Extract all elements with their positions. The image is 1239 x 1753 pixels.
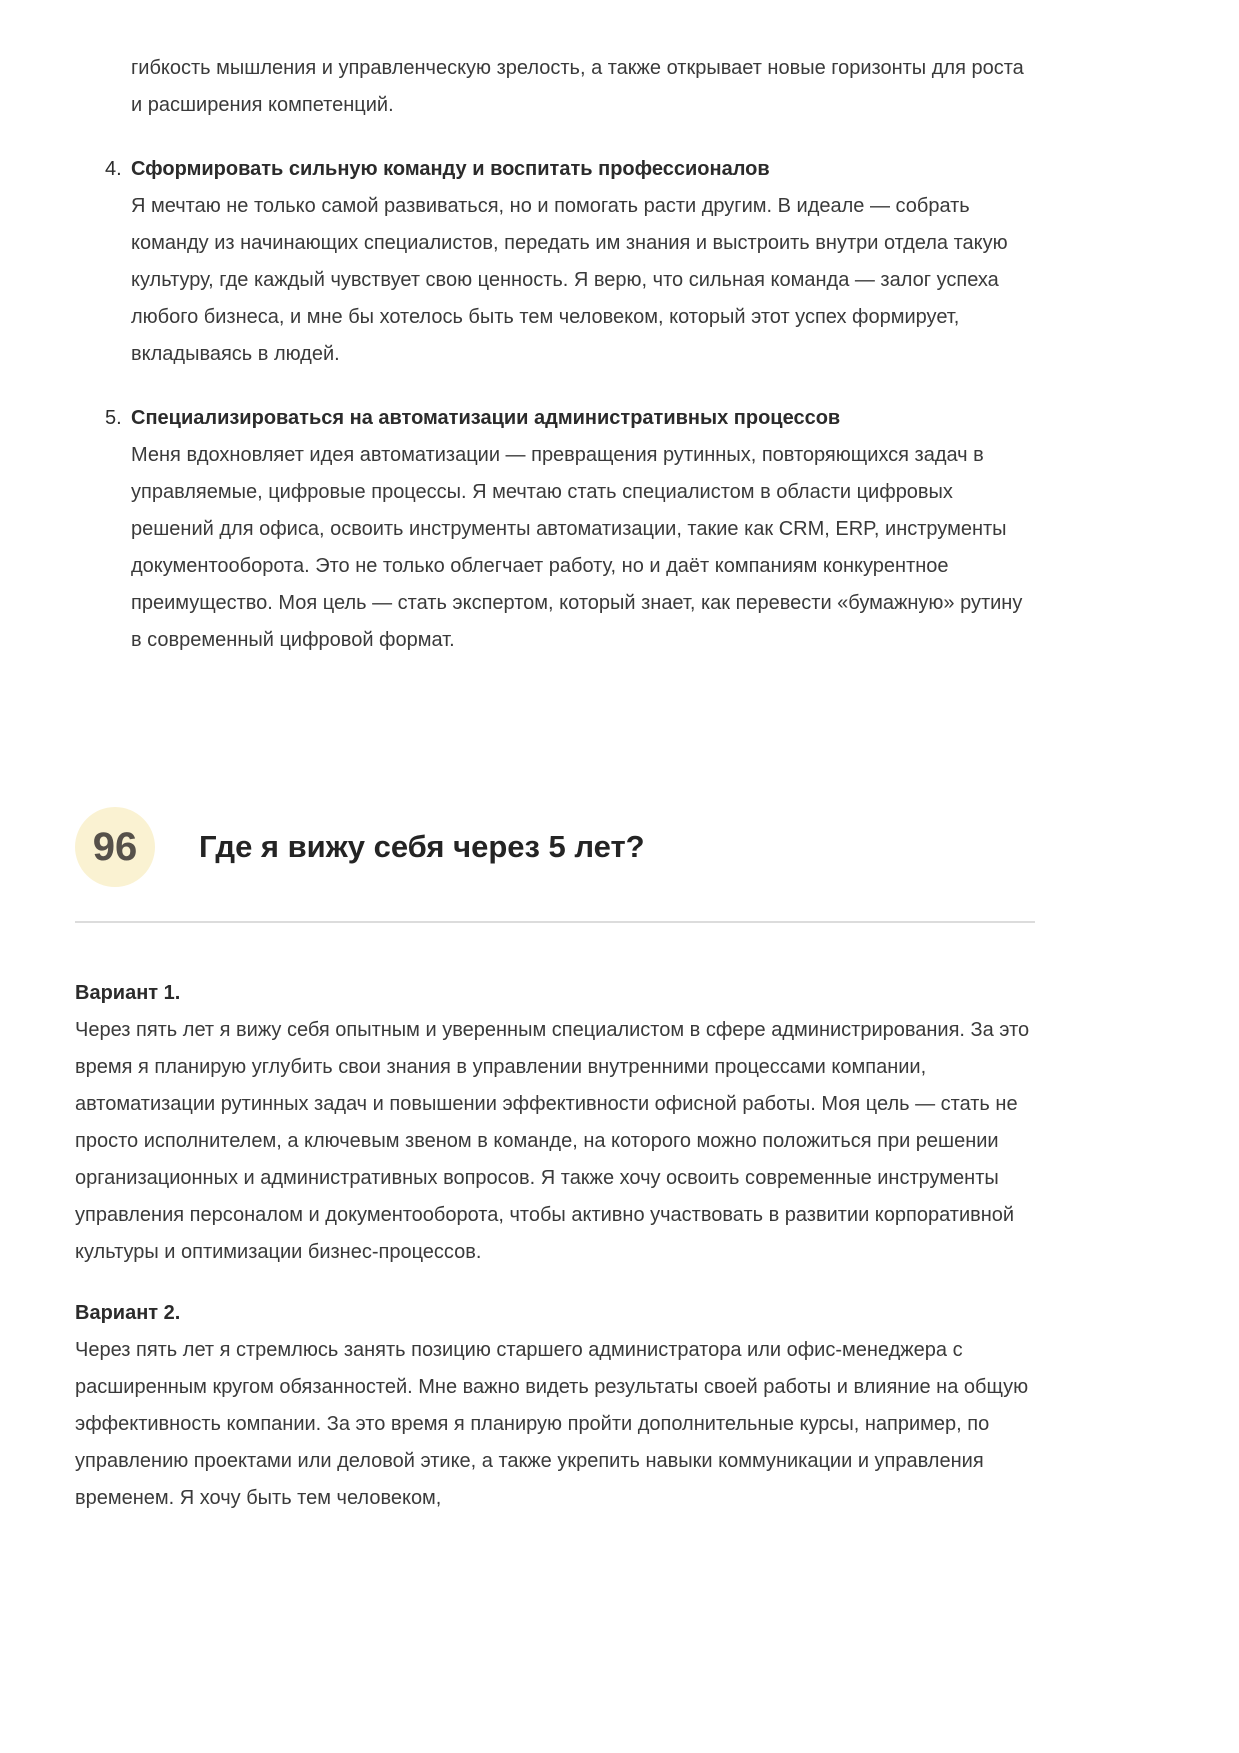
list-item-number: 5. (105, 407, 122, 429)
section-number-badge: 96 (75, 807, 155, 887)
section-title: Где я вижу себя через 5 лет? (199, 829, 645, 864)
variant-1 (75, 975, 1035, 1271)
list-item-content (131, 151, 1035, 373)
goals-list (75, 151, 1035, 659)
variant-label: Вариант 2. (75, 1302, 181, 1324)
list-item-title: Сформировать сильную команду и воспитать профессионалов (131, 158, 770, 180)
section-header (75, 807, 1035, 887)
continuation-paragraph: гибкость мышления и управленческую зрелость, а также открывает новые горизонты для роста и расширения компетенций. (131, 57, 1024, 116)
list-item-number: 4. (105, 158, 122, 180)
variant-body: Через пять лет я стремлюсь занять позицию старшего администратора или офис-менеджера с расширенным кругом обязанностей. Мне важно видеть результаты своей работы и влияние на общую эффективность компании. За это время я планирую пройти дополнительные курсы, например, по управлению проектами или деловой этике, а также укрепить навыки коммуникации и управления временем. Я хочу быть тем человеком, (75, 1339, 1029, 1509)
variant-body: Через пять лет я вижу себя опытным и уверенным специалистом в сфере администрирования. За это время я планирую углубить свои знания в управлении внутренними процессами компании, автоматизации рутинных задач и повышении эффективности офисной работы. Моя цель — стать не просто исполнителем, а ключевым звеном в команде, на которого можно положиться при решении организационных и административных вопросов. Я также хочу освоить современные инструменты управления персоналом и документооборота, чтобы активно участвовать в развитии корпоративной культуры и оптимизации бизнес-процессов. (75, 1019, 1030, 1263)
list-item-4 (75, 151, 1035, 373)
list-item-body: Меня вдохновляет идея автоматизации — превращения рутинных, повторяющихся задач в управляемые, цифровые процессы. Я мечтаю стать специалистом в области цифровых решений для офиса, освоить инструменты автоматизации, такие как CRM, ERP, инструменты документооборота. Это не только облегчает работу, но и даёт компаниям конкурентное преимущество. Моя цель — стать экспертом, который знает, как перевести «бумажную» рутину в современный цифровой формат. (131, 444, 1023, 651)
list-item-body: Я мечтаю не только самой развиваться, но и помогать расти другим. В идеале — собрать команду из начинающих специалистов, передать им знания и выстроить внутри отдела такую культуру, где каждый чувствует свою ценность. Я верю, что сильная команда — залог успеха любого бизнеса, и мне бы хотелось быть тем человеком, который этот успех формирует, вкладываясь в людей. (131, 195, 1008, 365)
variant-2 (75, 1295, 1035, 1517)
list-item-title: Специализироваться на автоматизации административных процессов (131, 407, 841, 429)
variant-label: Вариант 1. (75, 982, 181, 1004)
list-item-5 (75, 400, 1035, 659)
section-divider (75, 921, 1035, 923)
list-item-content (131, 400, 1035, 659)
